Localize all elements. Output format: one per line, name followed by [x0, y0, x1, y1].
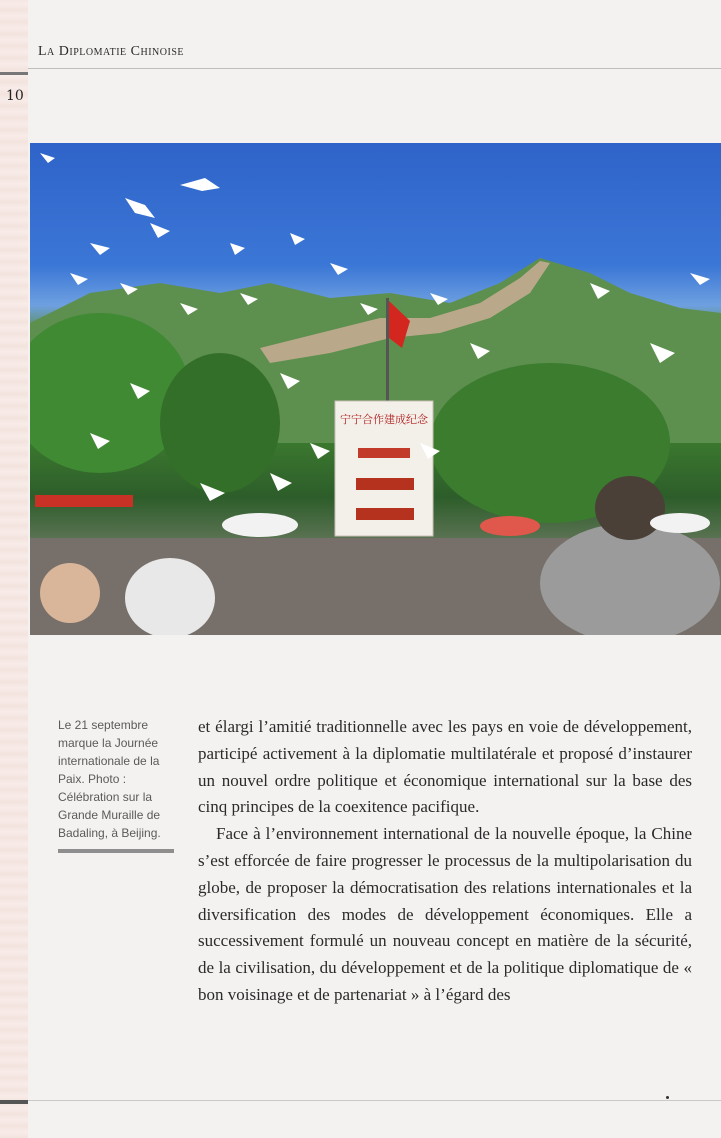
person-face — [40, 563, 100, 623]
great-wall-photo — [30, 143, 721, 635]
paragraph-2: Face à l’environnement international de la nouvelle époque, la Chine s’est efforcée de faire progresser le processus de la multipolarisation du globe, de proposer la démocratisation des relations internationales et la diversification des modes de développement économiques. Elle a successivement formulé un nouveau concept en matière de la sécurité, de la civilisation, du développement et de la politique diplomatique de « bon voisinage et de partenariat » à l’égard des — [198, 824, 692, 1004]
tree-left-2 — [160, 353, 280, 493]
person-shirt — [125, 558, 215, 635]
photo-illustration — [30, 143, 721, 635]
page-number: 10 — [6, 88, 24, 104]
board-stripe — [358, 448, 410, 458]
umbrella-3 — [650, 513, 710, 533]
photo-caption: Le 21 septembre marque la Journée internationale de la Paix. Photo : Célébration sur la Grande Muraille de Badaling, à Beijing. — [58, 718, 161, 840]
bottom-rule — [28, 1100, 721, 1101]
red-sign — [35, 495, 133, 507]
umbrella — [222, 513, 298, 537]
margin-rule — [0, 72, 28, 75]
body-text — [198, 714, 692, 1009]
header-rule — [28, 68, 721, 69]
caption-rule — [58, 849, 174, 853]
page-edge-strip — [0, 0, 28, 1138]
board-title: 宁宁合作建成纪念 — [340, 413, 428, 426]
board-stripe-3 — [356, 508, 414, 520]
person-head — [595, 476, 665, 540]
page-dot — [666, 1096, 669, 1099]
paragraph-1: et élargi l’amitié traditionnelle avec les pays en voie de développement, participé activement à la diplomatie multilatérale et proposé d’instaurer un nouvel ordre politique et économique international sur la base des cinq principes de la coexitence pacifique. — [198, 717, 692, 817]
margin-rule-bottom — [0, 1100, 28, 1104]
running-header: La Diplomatie Chinoise — [38, 44, 184, 59]
umbrella-2 — [480, 516, 540, 536]
board-stripe-2 — [356, 478, 414, 490]
